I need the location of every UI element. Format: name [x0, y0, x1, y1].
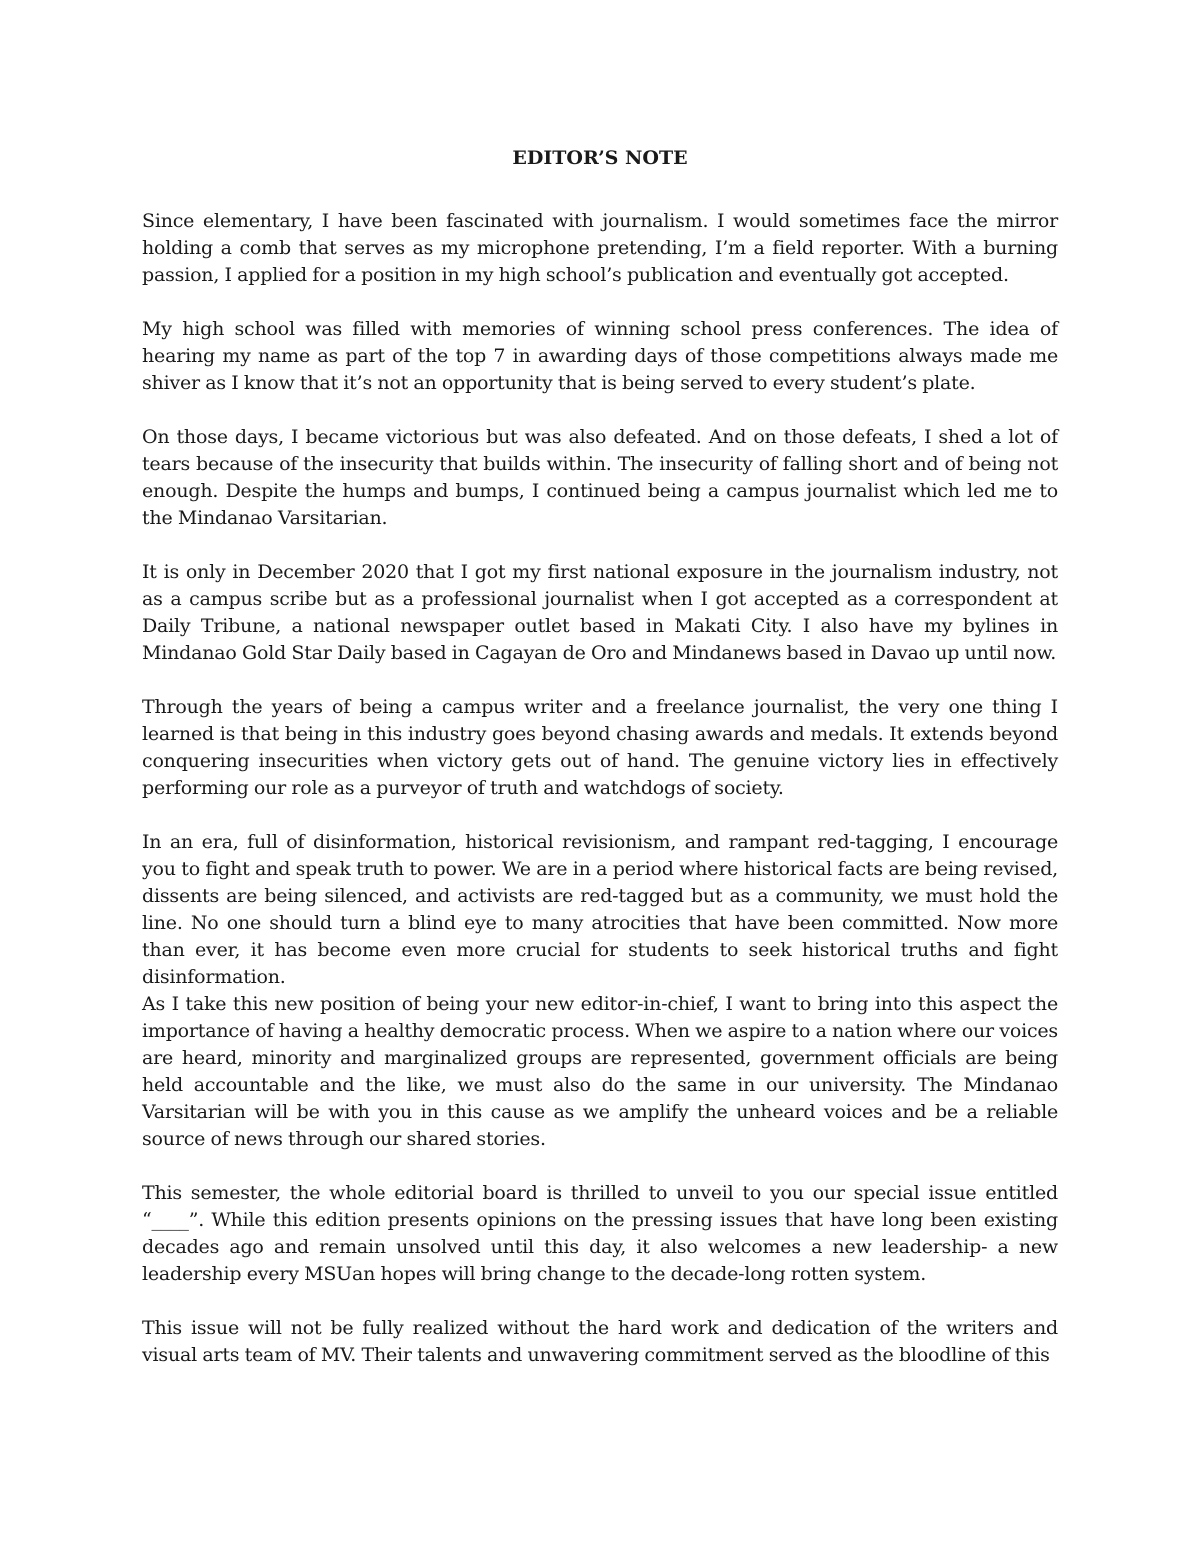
paragraph-3: On those days, I became victorious but was also defeated. And on those defeats, I shed a lot of tears because of the insecurity that builds within. The insecurity of falling short and of being not enough. Despite the humps and bumps, I continued being a campus journalist which led me to the Mindanao Varsitarian.: [142, 426, 1058, 529]
document-title: EDITOR’S NOTE: [512, 147, 688, 169]
paragraph-8: This semester, the whole editorial board is thrilled to unveil to you our special issue entitled “____”. While this edition presents opinions on the pressing issues that have long been existing decades ago and remain unsolved until this day, it also welcomes a new leadership- a new leadership every MSUan hopes will bring change to the decade-long rotten system.: [142, 1182, 1058, 1285]
paragraph-7: As I take this new position of being your new editor-in-chief, I want to bring into this aspect the importance of having a healthy democratic process. When we aspire to a nation where our voices are heard, minority and marginalized groups are represented, government officials are being held accountable and the like, we must also do the same in our university. The Mindanao Varsitarian will be with you in this cause as we amplify the unheard voices and be a reliable source of news through our shared stories.: [142, 993, 1058, 1150]
paragraph-1: Since elementary, I have been fascinated with journalism. I would sometimes face the mirror holding a comb that serves as my microphone pretending, I’m a field reporter. With a burning passion, I applied for a position in my high school’s publication and eventually got accepted.: [142, 210, 1058, 286]
document-page: [142, 140, 1058, 1369]
paragraph-9: This issue will not be fully realized without the hard work and dedication of the writers and visual arts team of MV. Their talents and unwavering commitment served as the bloodline of this: [142, 1317, 1058, 1366]
paragraph-2: My high school was filled with memories of winning school press conferences. The idea of hearing my name as part of the top 7 in awarding days of those competitions always made me shiver as I know that it’s not an opportunity that is being served to every student’s plate.: [142, 318, 1058, 394]
paragraph-4: It is only in December 2020 that I got my first national exposure in the journalism industry, not as a campus scribe but as a professional journalist when I got accepted as a correspondent at Daily Tribune, a national newspaper outlet based in Makati City. I also have my bylines in Mindanao Gold Star Daily based in Cagayan de Oro and Mindanews based in Davao up until now.: [142, 561, 1058, 664]
paragraph-5: Through the years of being a campus writer and a freelance journalist, the very one thing I learned is that being in this industry goes beyond chasing awards and medals. It extends beyond conquering insecurities when victory gets out of hand. The genuine victory lies in effectively performing our role as a purveyor of truth and watchdogs of society.: [142, 696, 1058, 799]
paragraph-6: In an era, full of disinformation, historical revisionism, and rampant red-tagging, I encourage you to fight and speak truth to power. We are in a period where historical facts are being revised, dissents are being silenced, and activists are red-tagged but as a community, we must hold the line. No one should turn a blind eye to many atrocities that have been committed. Now more than ever, it has become even more crucial for students to seek historical truths and fight disinformation.: [142, 831, 1058, 988]
